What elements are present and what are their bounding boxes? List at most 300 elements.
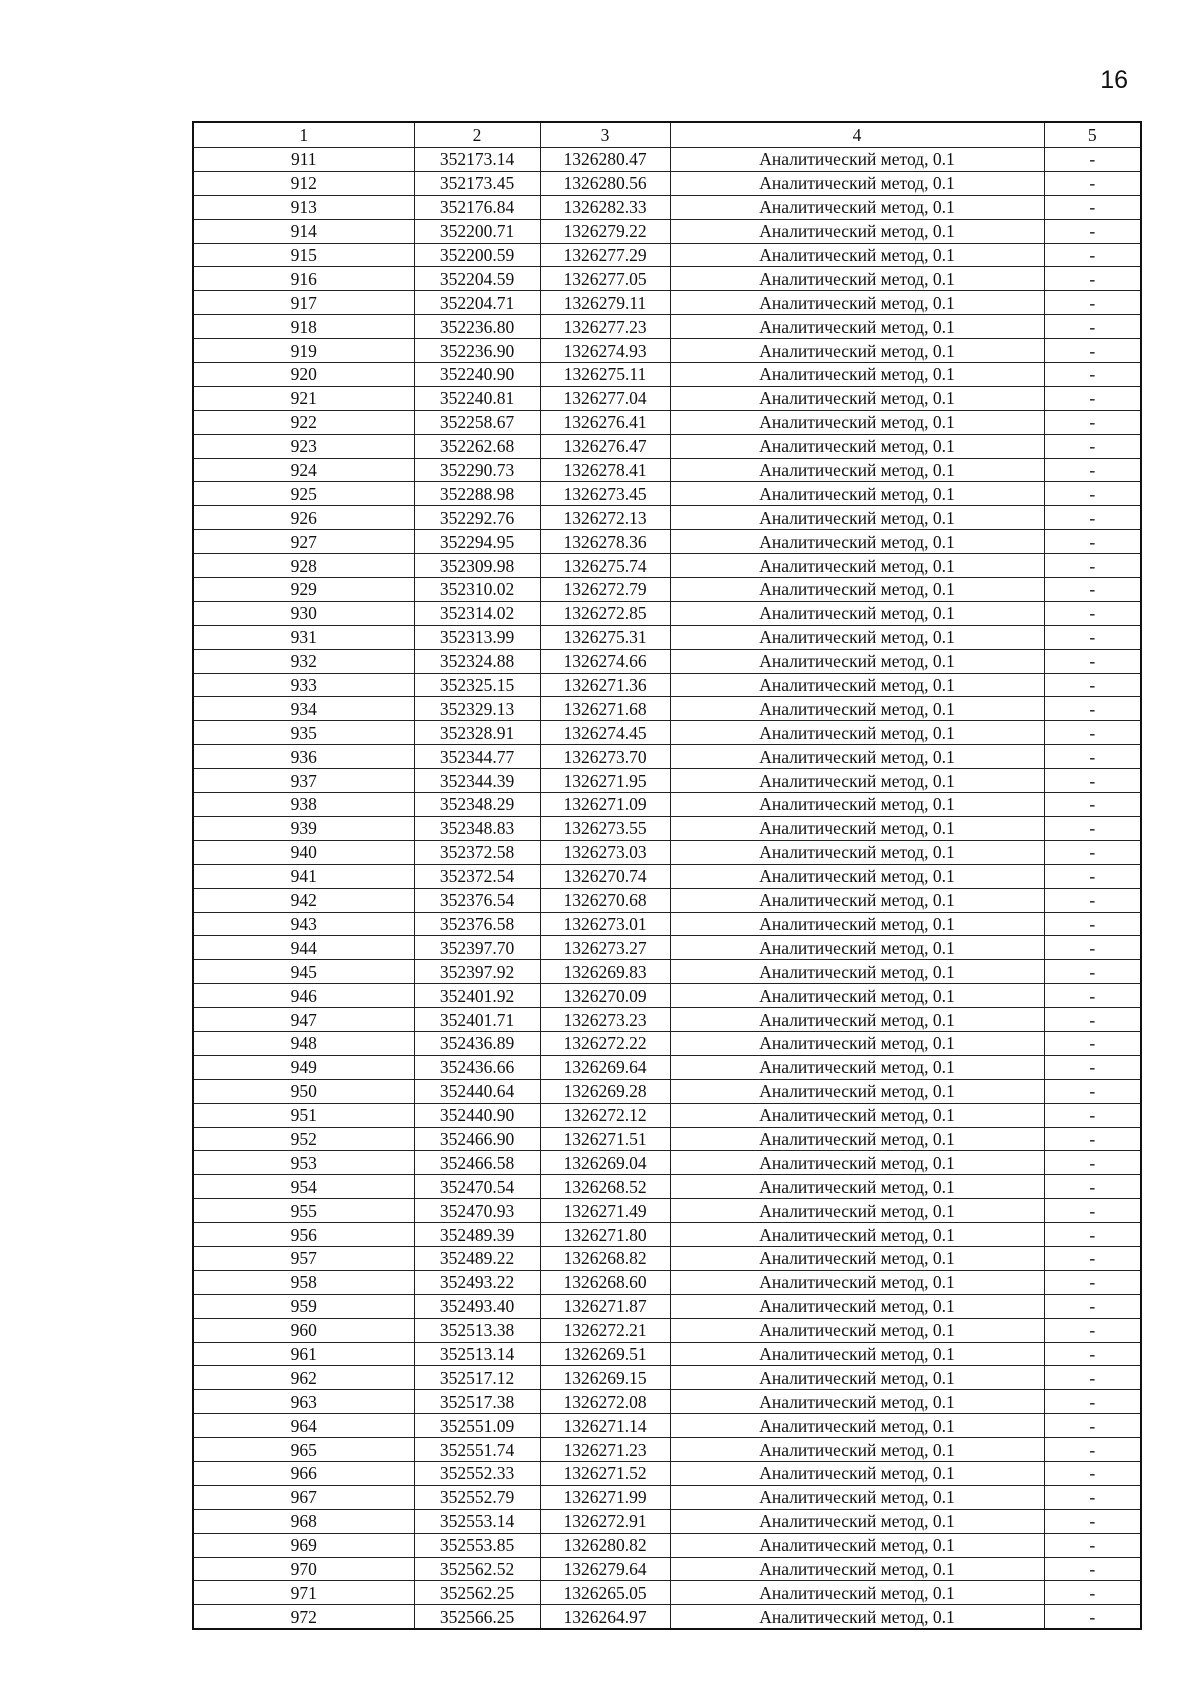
table-row [193, 1175, 1141, 1199]
point-number-cell: 966 [193, 1461, 414, 1485]
x-coordinate-cell: 352553.85 [414, 1533, 540, 1557]
note-cell: - [1044, 267, 1141, 291]
method-cell: Аналитический метод, 0.1 [670, 745, 1044, 769]
x-coordinate-cell: 352551.74 [414, 1438, 540, 1462]
table-row [193, 171, 1141, 195]
note-cell: - [1044, 840, 1141, 864]
point-number-cell: 969 [193, 1533, 414, 1557]
point-number-cell: 961 [193, 1342, 414, 1366]
column-header: 1 [193, 122, 414, 148]
x-coordinate-cell: 352470.93 [414, 1199, 540, 1223]
note-cell: - [1044, 386, 1141, 410]
note-cell: - [1044, 864, 1141, 888]
y-coordinate-cell: 1326279.22 [540, 219, 670, 243]
x-coordinate-cell: 352324.88 [414, 649, 540, 673]
method-cell: Аналитический метод, 0.1 [670, 1175, 1044, 1199]
point-number-cell: 946 [193, 984, 414, 1008]
note-cell: - [1044, 1079, 1141, 1103]
y-coordinate-cell: 1326269.83 [540, 960, 670, 984]
method-cell: Аналитический метод, 0.1 [670, 1151, 1044, 1175]
table-row [193, 506, 1141, 530]
y-coordinate-cell: 1326277.05 [540, 267, 670, 291]
method-cell: Аналитический метод, 0.1 [670, 1509, 1044, 1533]
method-cell: Аналитический метод, 0.1 [670, 1390, 1044, 1414]
note-cell: - [1044, 482, 1141, 506]
y-coordinate-cell: 1326274.45 [540, 721, 670, 745]
y-coordinate-cell: 1326274.66 [540, 649, 670, 673]
y-coordinate-cell: 1326270.09 [540, 984, 670, 1008]
x-coordinate-cell: 352313.99 [414, 625, 540, 649]
method-cell: Аналитический метод, 0.1 [670, 1485, 1044, 1509]
method-cell: Аналитический метод, 0.1 [670, 434, 1044, 458]
y-coordinate-cell: 1326275.11 [540, 363, 670, 387]
x-coordinate-cell: 352344.77 [414, 745, 540, 769]
note-cell: - [1044, 984, 1141, 1008]
note-cell: - [1044, 1318, 1141, 1342]
table-row [193, 1294, 1141, 1318]
method-cell: Аналитический метод, 0.1 [670, 363, 1044, 387]
x-coordinate-cell: 352348.83 [414, 816, 540, 840]
table-row [193, 673, 1141, 697]
note-cell: - [1044, 315, 1141, 339]
note-cell: - [1044, 1246, 1141, 1270]
y-coordinate-cell: 1326280.47 [540, 148, 670, 172]
note-cell: - [1044, 936, 1141, 960]
method-cell: Аналитический метод, 0.1 [670, 219, 1044, 243]
point-number-cell: 913 [193, 195, 414, 219]
y-coordinate-cell: 1326277.29 [540, 243, 670, 267]
method-cell: Аналитический метод, 0.1 [670, 1605, 1044, 1629]
x-coordinate-cell: 352262.68 [414, 434, 540, 458]
method-cell: Аналитический метод, 0.1 [670, 578, 1044, 602]
note-cell: - [1044, 1199, 1141, 1223]
x-coordinate-cell: 352553.14 [414, 1509, 540, 1533]
page-number: 16 [1100, 66, 1128, 94]
point-number-cell: 972 [193, 1605, 414, 1629]
method-cell: Аналитический метод, 0.1 [670, 1199, 1044, 1223]
point-number-cell: 936 [193, 745, 414, 769]
table-row [193, 1055, 1141, 1079]
method-cell: Аналитический метод, 0.1 [670, 625, 1044, 649]
y-coordinate-cell: 1326271.09 [540, 793, 670, 817]
y-coordinate-cell: 1326279.64 [540, 1557, 670, 1581]
y-coordinate-cell: 1326273.27 [540, 936, 670, 960]
note-cell: - [1044, 1055, 1141, 1079]
x-coordinate-cell: 352493.40 [414, 1294, 540, 1318]
x-coordinate-cell: 352294.95 [414, 530, 540, 554]
x-coordinate-cell: 352204.71 [414, 291, 540, 315]
table-row [193, 386, 1141, 410]
table-row [193, 1366, 1141, 1390]
x-coordinate-cell: 352173.14 [414, 148, 540, 172]
table-row [193, 864, 1141, 888]
method-cell: Аналитический метод, 0.1 [670, 1246, 1044, 1270]
x-coordinate-cell: 352470.54 [414, 1175, 540, 1199]
note-cell: - [1044, 673, 1141, 697]
table-row [193, 458, 1141, 482]
point-number-cell: 965 [193, 1438, 414, 1462]
table-row [193, 840, 1141, 864]
note-cell: - [1044, 1390, 1141, 1414]
note-cell: - [1044, 625, 1141, 649]
y-coordinate-cell: 1326277.23 [540, 315, 670, 339]
table-row [193, 1103, 1141, 1127]
method-cell: Аналитический метод, 0.1 [670, 243, 1044, 267]
y-coordinate-cell: 1326271.23 [540, 1438, 670, 1462]
method-cell: Аналитический метод, 0.1 [670, 171, 1044, 195]
table-row [193, 793, 1141, 817]
method-cell: Аналитический метод, 0.1 [670, 697, 1044, 721]
note-cell: - [1044, 578, 1141, 602]
method-cell: Аналитический метод, 0.1 [670, 506, 1044, 530]
table-row [193, 1485, 1141, 1509]
y-coordinate-cell: 1326271.52 [540, 1461, 670, 1485]
x-coordinate-cell: 352344.39 [414, 769, 540, 793]
y-coordinate-cell: 1326273.23 [540, 1008, 670, 1032]
method-cell: Аналитический метод, 0.1 [670, 888, 1044, 912]
y-coordinate-cell: 1326271.99 [540, 1485, 670, 1509]
method-cell: Аналитический метод, 0.1 [670, 458, 1044, 482]
note-cell: - [1044, 148, 1141, 172]
method-cell: Аналитический метод, 0.1 [670, 1438, 1044, 1462]
y-coordinate-cell: 1326268.52 [540, 1175, 670, 1199]
y-coordinate-cell: 1326269.51 [540, 1342, 670, 1366]
table-body [193, 148, 1141, 1630]
method-cell: Аналитический метод, 0.1 [670, 1270, 1044, 1294]
x-coordinate-cell: 352176.84 [414, 195, 540, 219]
point-number-cell: 920 [193, 363, 414, 387]
x-coordinate-cell: 352513.38 [414, 1318, 540, 1342]
method-cell: Аналитический метод, 0.1 [670, 291, 1044, 315]
table-row [193, 1557, 1141, 1581]
point-number-cell: 968 [193, 1509, 414, 1533]
y-coordinate-cell: 1326264.97 [540, 1605, 670, 1629]
x-coordinate-cell: 352517.38 [414, 1390, 540, 1414]
x-coordinate-cell: 352314.02 [414, 601, 540, 625]
x-coordinate-cell: 352466.58 [414, 1151, 540, 1175]
point-number-cell: 945 [193, 960, 414, 984]
point-number-cell: 932 [193, 649, 414, 673]
x-coordinate-cell: 352240.90 [414, 363, 540, 387]
method-cell: Аналитический метод, 0.1 [670, 1079, 1044, 1103]
table-row [193, 888, 1141, 912]
method-cell: Аналитический метод, 0.1 [670, 1414, 1044, 1438]
point-number-cell: 960 [193, 1318, 414, 1342]
y-coordinate-cell: 1326269.04 [540, 1151, 670, 1175]
method-cell: Аналитический метод, 0.1 [670, 673, 1044, 697]
y-coordinate-cell: 1326270.68 [540, 888, 670, 912]
x-coordinate-cell: 352401.92 [414, 984, 540, 1008]
x-coordinate-cell: 352440.64 [414, 1079, 540, 1103]
x-coordinate-cell: 352310.02 [414, 578, 540, 602]
x-coordinate-cell: 352309.98 [414, 554, 540, 578]
table-row [193, 1127, 1141, 1151]
y-coordinate-cell: 1326271.87 [540, 1294, 670, 1318]
x-coordinate-cell: 352236.90 [414, 339, 540, 363]
y-coordinate-cell: 1326272.85 [540, 601, 670, 625]
point-number-cell: 924 [193, 458, 414, 482]
table-row [193, 816, 1141, 840]
y-coordinate-cell: 1326274.93 [540, 339, 670, 363]
table-row [193, 1533, 1141, 1557]
table-row [193, 1461, 1141, 1485]
method-cell: Аналитический метод, 0.1 [670, 1103, 1044, 1127]
table-row [193, 1079, 1141, 1103]
method-cell: Аналитический метод, 0.1 [670, 386, 1044, 410]
x-coordinate-cell: 352290.73 [414, 458, 540, 482]
note-cell: - [1044, 960, 1141, 984]
table-row [193, 721, 1141, 745]
table-row [193, 649, 1141, 673]
y-coordinate-cell: 1326272.12 [540, 1103, 670, 1127]
method-cell: Аналитический метод, 0.1 [670, 769, 1044, 793]
table-row [193, 912, 1141, 936]
y-coordinate-cell: 1326270.74 [540, 864, 670, 888]
method-cell: Аналитический метод, 0.1 [670, 1031, 1044, 1055]
note-cell: - [1044, 601, 1141, 625]
note-cell: - [1044, 1605, 1141, 1629]
note-cell: - [1044, 1175, 1141, 1199]
point-number-cell: 923 [193, 434, 414, 458]
x-coordinate-cell: 352288.98 [414, 482, 540, 506]
x-coordinate-cell: 352562.25 [414, 1581, 540, 1605]
y-coordinate-cell: 1326278.36 [540, 530, 670, 554]
point-number-cell: 970 [193, 1557, 414, 1581]
note-cell: - [1044, 1509, 1141, 1533]
x-coordinate-cell: 352436.66 [414, 1055, 540, 1079]
table-row [193, 745, 1141, 769]
point-number-cell: 955 [193, 1199, 414, 1223]
y-coordinate-cell: 1326273.01 [540, 912, 670, 936]
point-number-cell: 925 [193, 482, 414, 506]
note-cell: - [1044, 1008, 1141, 1032]
x-coordinate-cell: 352348.29 [414, 793, 540, 817]
y-coordinate-cell: 1326275.31 [540, 625, 670, 649]
method-cell: Аналитический метод, 0.1 [670, 1055, 1044, 1079]
x-coordinate-cell: 352436.89 [414, 1031, 540, 1055]
method-cell: Аналитический метод, 0.1 [670, 315, 1044, 339]
table-row [193, 434, 1141, 458]
note-cell: - [1044, 1151, 1141, 1175]
method-cell: Аналитический метод, 0.1 [670, 1366, 1044, 1390]
x-coordinate-cell: 352204.59 [414, 267, 540, 291]
point-number-cell: 952 [193, 1127, 414, 1151]
y-coordinate-cell: 1326272.79 [540, 578, 670, 602]
method-cell: Аналитический метод, 0.1 [670, 1342, 1044, 1366]
table-row [193, 363, 1141, 387]
y-coordinate-cell: 1326278.41 [540, 458, 670, 482]
x-coordinate-cell: 352552.79 [414, 1485, 540, 1509]
x-coordinate-cell: 352466.90 [414, 1127, 540, 1151]
note-cell: - [1044, 339, 1141, 363]
x-coordinate-cell: 352325.15 [414, 673, 540, 697]
note-cell: - [1044, 697, 1141, 721]
table-row [193, 195, 1141, 219]
y-coordinate-cell: 1326271.80 [540, 1223, 670, 1247]
table-row [193, 1605, 1141, 1629]
method-cell: Аналитический метод, 0.1 [670, 1127, 1044, 1151]
x-coordinate-cell: 352566.25 [414, 1605, 540, 1629]
method-cell: Аналитический метод, 0.1 [670, 148, 1044, 172]
point-number-cell: 911 [193, 148, 414, 172]
note-cell: - [1044, 530, 1141, 554]
point-number-cell: 942 [193, 888, 414, 912]
point-number-cell: 953 [193, 1151, 414, 1175]
note-cell: - [1044, 363, 1141, 387]
x-coordinate-cell: 352513.14 [414, 1342, 540, 1366]
point-number-cell: 951 [193, 1103, 414, 1127]
table-row [193, 1509, 1141, 1533]
table-row [193, 984, 1141, 1008]
method-cell: Аналитический метод, 0.1 [670, 1223, 1044, 1247]
point-number-cell: 918 [193, 315, 414, 339]
table-row [193, 1031, 1141, 1055]
x-coordinate-cell: 352551.09 [414, 1414, 540, 1438]
note-cell: - [1044, 649, 1141, 673]
note-cell: - [1044, 1438, 1141, 1462]
y-coordinate-cell: 1326269.28 [540, 1079, 670, 1103]
note-cell: - [1044, 291, 1141, 315]
note-cell: - [1044, 1127, 1141, 1151]
point-number-cell: 964 [193, 1414, 414, 1438]
note-cell: - [1044, 171, 1141, 195]
note-cell: - [1044, 1366, 1141, 1390]
y-coordinate-cell: 1326273.55 [540, 816, 670, 840]
x-coordinate-cell: 352489.22 [414, 1246, 540, 1270]
point-number-cell: 958 [193, 1270, 414, 1294]
table-row [193, 315, 1141, 339]
y-coordinate-cell: 1326273.70 [540, 745, 670, 769]
point-number-cell: 930 [193, 601, 414, 625]
table-row [193, 1318, 1141, 1342]
x-coordinate-cell: 352329.13 [414, 697, 540, 721]
x-coordinate-cell: 352517.12 [414, 1366, 540, 1390]
point-number-cell: 937 [193, 769, 414, 793]
note-cell: - [1044, 1103, 1141, 1127]
point-number-cell: 962 [193, 1366, 414, 1390]
point-number-cell: 954 [193, 1175, 414, 1199]
coordinates-table [192, 121, 1142, 1630]
point-number-cell: 959 [193, 1294, 414, 1318]
method-cell: Аналитический метод, 0.1 [670, 936, 1044, 960]
table-row [193, 339, 1141, 363]
method-cell: Аналитический метод, 0.1 [670, 793, 1044, 817]
point-number-cell: 914 [193, 219, 414, 243]
note-cell: - [1044, 1581, 1141, 1605]
method-cell: Аналитический метод, 0.1 [670, 339, 1044, 363]
x-coordinate-cell: 352258.67 [414, 410, 540, 434]
table-header-row [193, 122, 1141, 148]
x-coordinate-cell: 352376.54 [414, 888, 540, 912]
y-coordinate-cell: 1326273.45 [540, 482, 670, 506]
x-coordinate-cell: 352372.54 [414, 864, 540, 888]
note-cell: - [1044, 1414, 1141, 1438]
x-coordinate-cell: 352200.59 [414, 243, 540, 267]
point-number-cell: 971 [193, 1581, 414, 1605]
note-cell: - [1044, 1294, 1141, 1318]
note-cell: - [1044, 888, 1141, 912]
table-row [193, 1438, 1141, 1462]
note-cell: - [1044, 769, 1141, 793]
method-cell: Аналитический метод, 0.1 [670, 1557, 1044, 1581]
point-number-cell: 956 [193, 1223, 414, 1247]
point-number-cell: 916 [193, 267, 414, 291]
point-number-cell: 943 [193, 912, 414, 936]
table-row [193, 243, 1141, 267]
x-coordinate-cell: 352397.70 [414, 936, 540, 960]
point-number-cell: 938 [193, 793, 414, 817]
method-cell: Аналитический метод, 0.1 [670, 960, 1044, 984]
method-cell: Аналитический метод, 0.1 [670, 840, 1044, 864]
y-coordinate-cell: 1326272.21 [540, 1318, 670, 1342]
note-cell: - [1044, 1223, 1141, 1247]
table-row [193, 769, 1141, 793]
method-cell: Аналитический метод, 0.1 [670, 649, 1044, 673]
x-coordinate-cell: 352401.71 [414, 1008, 540, 1032]
point-number-cell: 926 [193, 506, 414, 530]
note-cell: - [1044, 912, 1141, 936]
point-number-cell: 917 [193, 291, 414, 315]
point-number-cell: 934 [193, 697, 414, 721]
table-row [193, 1581, 1141, 1605]
y-coordinate-cell: 1326271.36 [540, 673, 670, 697]
x-coordinate-cell: 352200.71 [414, 219, 540, 243]
table-row [193, 267, 1141, 291]
table-row [193, 148, 1141, 172]
table-row [193, 1390, 1141, 1414]
method-cell: Аналитический метод, 0.1 [670, 1533, 1044, 1557]
note-cell: - [1044, 1031, 1141, 1055]
x-coordinate-cell: 352562.52 [414, 1557, 540, 1581]
x-coordinate-cell: 352328.91 [414, 721, 540, 745]
table-row [193, 625, 1141, 649]
table-row [193, 1246, 1141, 1270]
point-number-cell: 944 [193, 936, 414, 960]
point-number-cell: 929 [193, 578, 414, 602]
x-coordinate-cell: 352292.76 [414, 506, 540, 530]
table-row [193, 291, 1141, 315]
method-cell: Аналитический метод, 0.1 [670, 601, 1044, 625]
table-row [193, 1270, 1141, 1294]
point-number-cell: 933 [193, 673, 414, 697]
table-row [193, 1151, 1141, 1175]
x-coordinate-cell: 352489.39 [414, 1223, 540, 1247]
table-row [193, 530, 1141, 554]
point-number-cell: 919 [193, 339, 414, 363]
method-cell: Аналитический метод, 0.1 [670, 816, 1044, 840]
point-number-cell: 963 [193, 1390, 414, 1414]
method-cell: Аналитический метод, 0.1 [670, 195, 1044, 219]
y-coordinate-cell: 1326282.33 [540, 195, 670, 219]
note-cell: - [1044, 793, 1141, 817]
method-cell: Аналитический метод, 0.1 [670, 721, 1044, 745]
y-coordinate-cell: 1326271.51 [540, 1127, 670, 1151]
y-coordinate-cell: 1326275.74 [540, 554, 670, 578]
note-cell: - [1044, 1485, 1141, 1509]
y-coordinate-cell: 1326272.13 [540, 506, 670, 530]
table-row [193, 482, 1141, 506]
point-number-cell: 948 [193, 1031, 414, 1055]
point-number-cell: 931 [193, 625, 414, 649]
table-row [193, 410, 1141, 434]
y-coordinate-cell: 1326265.05 [540, 1581, 670, 1605]
table-row [193, 554, 1141, 578]
table-row [193, 1342, 1141, 1366]
point-number-cell: 939 [193, 816, 414, 840]
point-number-cell: 915 [193, 243, 414, 267]
method-cell: Аналитический метод, 0.1 [670, 554, 1044, 578]
y-coordinate-cell: 1326279.11 [540, 291, 670, 315]
